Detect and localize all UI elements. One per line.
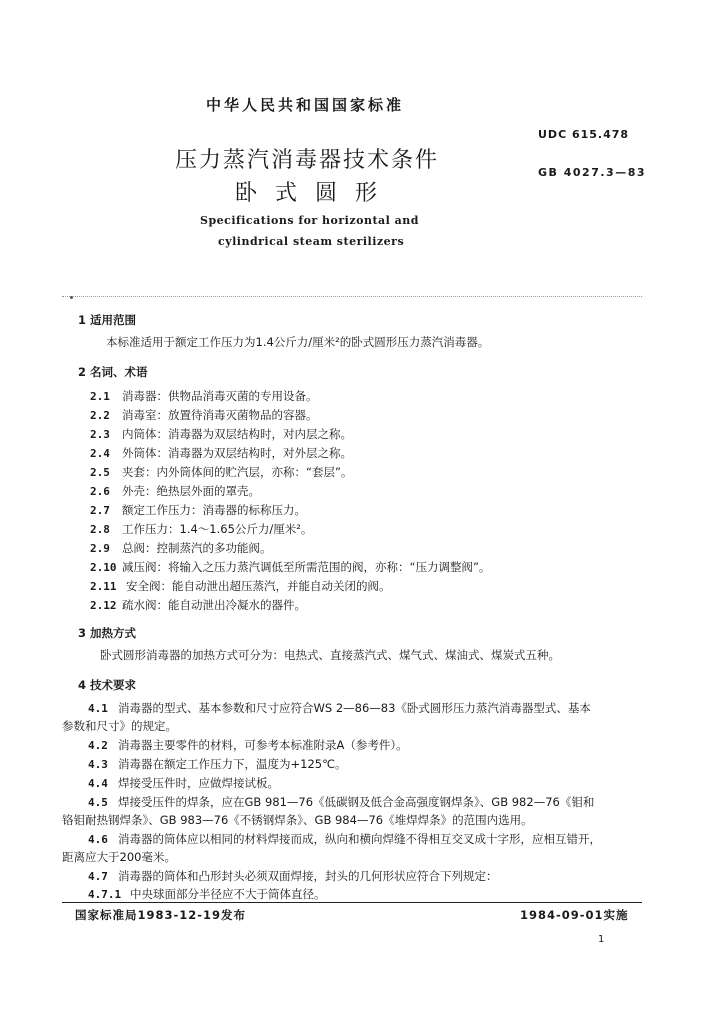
item-number: 2.12 xyxy=(90,599,117,612)
page-number: 1 xyxy=(598,934,605,945)
item-number: 2.1 xyxy=(90,390,110,403)
margin-dot xyxy=(70,296,73,299)
gb-code: GB 4027.3—83 xyxy=(538,166,646,179)
item-number: 4.7.1 xyxy=(88,888,122,901)
term-item xyxy=(90,521,312,537)
section-1-heading: 1 适用范围 xyxy=(78,313,137,327)
term-item xyxy=(90,483,260,499)
section-3-heading: 3 加热方式 xyxy=(78,626,137,640)
item-number: 2.2 xyxy=(90,409,110,422)
term-item xyxy=(90,445,352,461)
item-number: 4.1 xyxy=(88,702,108,715)
item-text: 额定工作压力：消毒器的标称压力。 xyxy=(122,503,306,517)
term-item xyxy=(90,540,272,556)
item-text: 焊接受压件时，应做焊接试板。 xyxy=(118,776,279,790)
item-number: 2.3 xyxy=(90,428,110,441)
item-text: 焊接受压件的焊条，应在GB 981—76《低碳钢及低合金高强度钢焊条》、GB 982—76《钼和 xyxy=(118,795,595,809)
term-item xyxy=(90,426,352,442)
section-3-text: 卧式圆形消毒器的加热方式可分为：电热式、直接蒸汽式、煤气式、煤油式、煤炭式五种。 xyxy=(100,648,560,662)
item-number: 4.4 xyxy=(88,777,108,790)
item-text: 总阀：控制蒸汽的多功能阀。 xyxy=(122,541,272,555)
item-text: 消毒器的筒体应以相同的材料焊接而成，纵向和横向焊缝不得相互交叉成十字形，应相互错开， xyxy=(118,832,601,846)
item-number: 4.2 xyxy=(88,739,108,752)
term-item xyxy=(90,407,318,423)
item-text: 消毒器主要零件的材料，可参考本标准附录A（参考件）。 xyxy=(118,738,408,752)
english-title-line2: cylindrical steam sterilizers xyxy=(218,235,405,248)
item-number: 4.5 xyxy=(88,796,108,809)
section-4-heading: 4 技术要求 xyxy=(78,678,137,692)
requirement-item xyxy=(88,700,591,716)
item-number: 2.10 xyxy=(90,561,117,574)
header-divider xyxy=(62,296,642,297)
requirement-item xyxy=(88,775,279,791)
document-title: 压力蒸汽消毒器技术条件 xyxy=(175,148,440,173)
requirement-item xyxy=(88,831,601,847)
item-text: 工作压力：1.4～1.65公斤力/厘米²。 xyxy=(122,522,313,536)
item-text: 消毒器的型式、基本参数和尺寸应符合WS 2—86—83《卧式圆形压力蒸汽消毒器型式、基本 xyxy=(118,701,591,715)
item-number: 2.4 xyxy=(90,447,110,460)
item-number: 4.3 xyxy=(88,758,108,771)
item-text: 夹套：内外筒体间的贮汽层，亦称：“套层”。 xyxy=(122,465,353,479)
requirement-item xyxy=(88,868,498,884)
requirement-item-cont: 铬钼耐热钢焊条》、GB 983—76《不锈钢焊条》、GB 984—76《堆焊焊条》的范围内选用。 xyxy=(62,813,533,827)
term-item xyxy=(90,464,352,480)
item-text: 消毒器的筒体和凸形封头必须双面焊接，封头的几何形状应符合下列规定： xyxy=(118,869,498,883)
item-text: 疏水阀：能自动泄出冷凝水的器件。 xyxy=(122,598,306,612)
term-item xyxy=(90,578,391,594)
item-number: 2.11 xyxy=(90,580,117,593)
requirement-item xyxy=(88,886,326,902)
item-text: 消毒室：放置待消毒灭菌物品的容器。 xyxy=(122,408,318,422)
section-1-text: 本标准适用于额定工作压力为1.4公斤力/厘米²的卧式圆形压力蒸汽消毒器。 xyxy=(106,335,490,349)
item-text: 消毒器：供物品消毒灭菌的专用设备。 xyxy=(122,389,318,403)
item-text: 外筒体：消毒器为双层结构时，对外层之称。 xyxy=(122,446,352,460)
term-item xyxy=(90,597,306,613)
country-header: 中华人民共和国国家标准 xyxy=(205,96,404,114)
requirement-item-cont: 距离应大于200毫米。 xyxy=(62,850,176,864)
item-number: 2.9 xyxy=(90,542,110,555)
item-text: 消毒器在额定工作压力下，温度为+125℃。 xyxy=(118,757,347,771)
item-number: 4.7 xyxy=(88,870,108,883)
term-item xyxy=(90,559,490,575)
requirement-item xyxy=(88,756,347,772)
item-number: 2.8 xyxy=(90,523,110,536)
issue-date: 国家标准局1983-12-19发布 xyxy=(75,908,247,922)
item-text: 内筒体：消毒器为双层结构时，对内层之称。 xyxy=(122,427,352,441)
item-number: 2.6 xyxy=(90,485,110,498)
udc-code: UDC 615.478 xyxy=(538,128,630,141)
effective-date: 1984-09-01实施 xyxy=(520,908,629,922)
requirement-item xyxy=(88,794,594,810)
document-subtitle: 卧式圆形 xyxy=(235,181,396,206)
item-text: 安全阀：能自动泄出超压蒸汽，并能自动关闭的阀。 xyxy=(126,579,391,593)
item-text: 外壳：绝热层外面的罩壳。 xyxy=(122,484,260,498)
requirement-item xyxy=(88,737,408,753)
section-2-heading: 2 名词、术语 xyxy=(78,365,148,379)
item-number: 2.7 xyxy=(90,504,110,517)
requirement-item-cont: 参数和尺寸》的规定。 xyxy=(62,719,177,733)
english-title-line1: Specifications for horizontal and xyxy=(200,214,419,227)
term-item xyxy=(90,388,318,404)
footer-divider xyxy=(62,902,642,903)
item-number: 4.6 xyxy=(88,833,108,846)
item-text: 中央球面部分半径应不大于筒体直径。 xyxy=(130,887,326,901)
item-text: 减压阀：将输入之压力蒸汽调低至所需范围的阀，亦称：“压力调整阀”。 xyxy=(122,560,491,574)
term-item xyxy=(90,502,306,518)
item-number: 2.5 xyxy=(90,466,110,479)
